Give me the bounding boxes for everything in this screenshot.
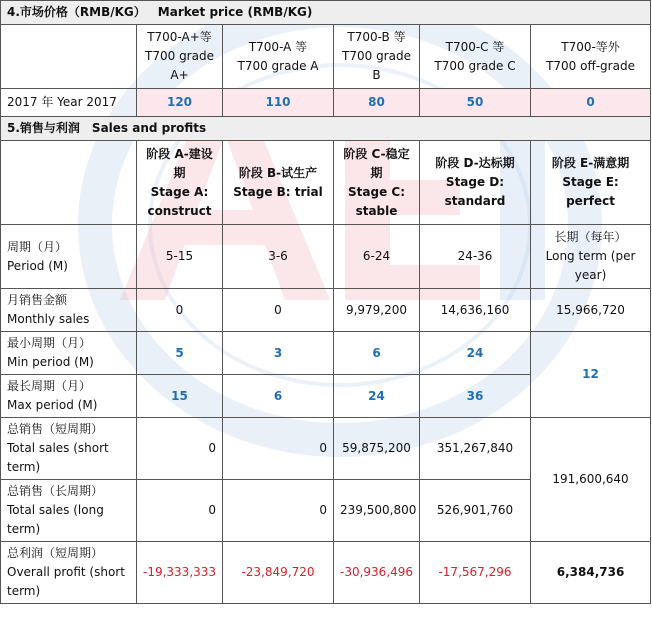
price-cell: 50 <box>420 89 531 117</box>
profit-short-cell: -23,849,720 <box>223 542 334 604</box>
max-period-cell: 24 <box>334 375 420 418</box>
monthly-sales-cell: 15,966,720 <box>531 289 651 332</box>
stage-label-cn: 阶段 E-满意期 <box>551 156 630 170</box>
section5-title-cn: 5.销售与利润 <box>7 121 80 135</box>
price-cell: 0 <box>531 89 651 117</box>
row-label-cn: 最长周期（月） <box>7 379 92 393</box>
grade-label-en: T700 grade B <box>342 49 411 82</box>
grade-label-cn: T700-B 等 <box>347 30 406 44</box>
stage-b <box>223 141 334 225</box>
grade-label-en: T700 grade A <box>237 58 319 73</box>
row-label-cn: 最小周期（月） <box>7 336 92 350</box>
min-period-cell: 24 <box>420 332 531 375</box>
total-short-cell: 351,267,840 <box>420 418 531 480</box>
grade-a-plus <box>137 25 223 89</box>
stage-label-en: Stage C: stable <box>348 184 405 218</box>
stage-label-cn: 阶段 B-试生产 <box>238 165 318 180</box>
row-label-en: Total sales (short term) <box>7 441 109 474</box>
total-short-cell: 59,875,200 <box>334 418 420 480</box>
total-long-label <box>1 480 137 542</box>
grade-off <box>531 25 651 89</box>
price-row <box>1 89 651 117</box>
monthly-sales-cell: 9,979,200 <box>334 289 420 332</box>
stage-c <box>334 141 420 225</box>
profit-short-cell: -17,567,296 <box>420 542 531 604</box>
period-cell-e <box>531 225 651 289</box>
stage-d <box>420 141 531 225</box>
total-short-cell: 0 <box>137 418 223 480</box>
total-short-cell: 0 <box>223 418 334 480</box>
row-label-en: Min period (M) <box>7 355 94 369</box>
row-label-cn: 总销售（长周期） <box>7 484 104 498</box>
price-cell: 110 <box>223 89 334 117</box>
monthly-sales-cell: 0 <box>223 289 334 332</box>
period-row <box>1 225 651 289</box>
grade-label-en: T700 grade C <box>434 58 516 73</box>
price-row-label: 2017 年 Year 2017 <box>1 89 137 117</box>
period-label <box>1 225 137 289</box>
total-short-row <box>1 418 651 480</box>
row-label-en: Monthly sales <box>7 312 90 326</box>
min-period-cell: 5 <box>137 332 223 375</box>
profit-short-row <box>1 542 651 604</box>
row-label-en: Overall profit (short term) <box>7 565 125 598</box>
max-period-cell: 15 <box>137 375 223 418</box>
period-cell: 5-15 <box>137 225 223 289</box>
row-label-en: Period (M) <box>7 258 68 273</box>
grade-label-cn: T700-C 等 <box>445 39 505 54</box>
min-period-cell: 3 <box>223 332 334 375</box>
section5-header <box>1 117 651 141</box>
stage-label-cn: 阶段 D-达标期 <box>435 156 515 170</box>
min-period-cell: 6 <box>334 332 420 375</box>
period-cell: 24-36 <box>420 225 531 289</box>
grade-a <box>223 25 334 89</box>
section4-title <box>1 1 651 25</box>
price-cell: 80 <box>334 89 420 117</box>
stages-row <box>1 141 651 225</box>
grade-label-cn: T700-等外 <box>561 39 620 54</box>
stage-e <box>531 141 651 225</box>
monthly-sales-row <box>1 289 651 332</box>
total-long-cell: 0 <box>223 480 334 542</box>
grade-label-en: T700 grade A+ <box>145 49 214 82</box>
stage-label-cn: 阶段 A-建设期 <box>146 146 213 180</box>
section4-title-en: Market price (RMB/KG) <box>157 5 313 19</box>
monthly-sales-label <box>1 289 137 332</box>
max-period-label <box>1 375 137 418</box>
stages-corner <box>1 141 137 225</box>
grade-c <box>420 25 531 89</box>
profit-short-cell: -19,333,333 <box>137 542 223 604</box>
max-period-cell: 36 <box>420 375 531 418</box>
grade-b <box>334 25 420 89</box>
period-e-cn: 长期（每年） <box>554 230 627 244</box>
stage-label-en: Stage D: standard <box>444 175 506 208</box>
row-label-cn: 月销售金额 <box>7 293 68 307</box>
min-period-label <box>1 332 137 375</box>
period-cell: 3-6 <box>223 225 334 289</box>
min-period-row <box>1 332 651 375</box>
price-cell: 120 <box>137 89 223 117</box>
section4-title-cn: 4.市场价格（RMB/KG） <box>7 5 146 19</box>
total-long-cell: 0 <box>137 480 223 542</box>
period-cell: 6-24 <box>334 225 420 289</box>
stage-label-en: Stage E: perfect <box>562 175 619 208</box>
total-long-cell: 526,901,760 <box>420 480 531 542</box>
section5-title <box>1 117 651 141</box>
period-e-en: Long term (per year) <box>545 249 636 282</box>
total-short-label <box>1 418 137 480</box>
row-label-cn: 总销售（短周期） <box>7 422 104 436</box>
grade-label-en: T700 off-grade <box>546 58 635 73</box>
row-label-cn: 总利润（短周期） <box>7 546 104 560</box>
grade-label-cn: T700-A 等 <box>248 39 308 54</box>
row-label-en: Total sales (long term) <box>7 503 104 536</box>
grade-label-cn: T700-A+等 <box>147 30 212 44</box>
stage-a <box>137 141 223 225</box>
max-period-cell: 6 <box>223 375 334 418</box>
grades-corner <box>1 25 137 89</box>
total-e-cell: 191,600,640 <box>531 418 651 542</box>
stage-label-en: Stage B: trial <box>233 184 323 199</box>
total-long-cell: 239,500,800 <box>334 480 420 542</box>
section5-title-en: Sales and profits <box>91 121 207 135</box>
profit-short-cell-e: 6,384,736 <box>531 542 651 604</box>
stage-label-cn: 阶段 C-稳定期 <box>343 146 410 180</box>
stage-label-en: Stage A: construct <box>147 184 212 218</box>
monthly-sales-cell: 0 <box>137 289 223 332</box>
monthly-sales-cell: 14,636,160 <box>420 289 531 332</box>
profit-short-cell: -30,936,496 <box>334 542 420 604</box>
row-label-en: Max period (M) <box>7 398 98 412</box>
profit-short-label <box>1 542 137 604</box>
row-label-cn: 周期（月） <box>7 239 68 254</box>
grades-row <box>1 25 651 89</box>
section4-header <box>1 1 651 25</box>
period-e-cell: 12 <box>531 332 651 418</box>
